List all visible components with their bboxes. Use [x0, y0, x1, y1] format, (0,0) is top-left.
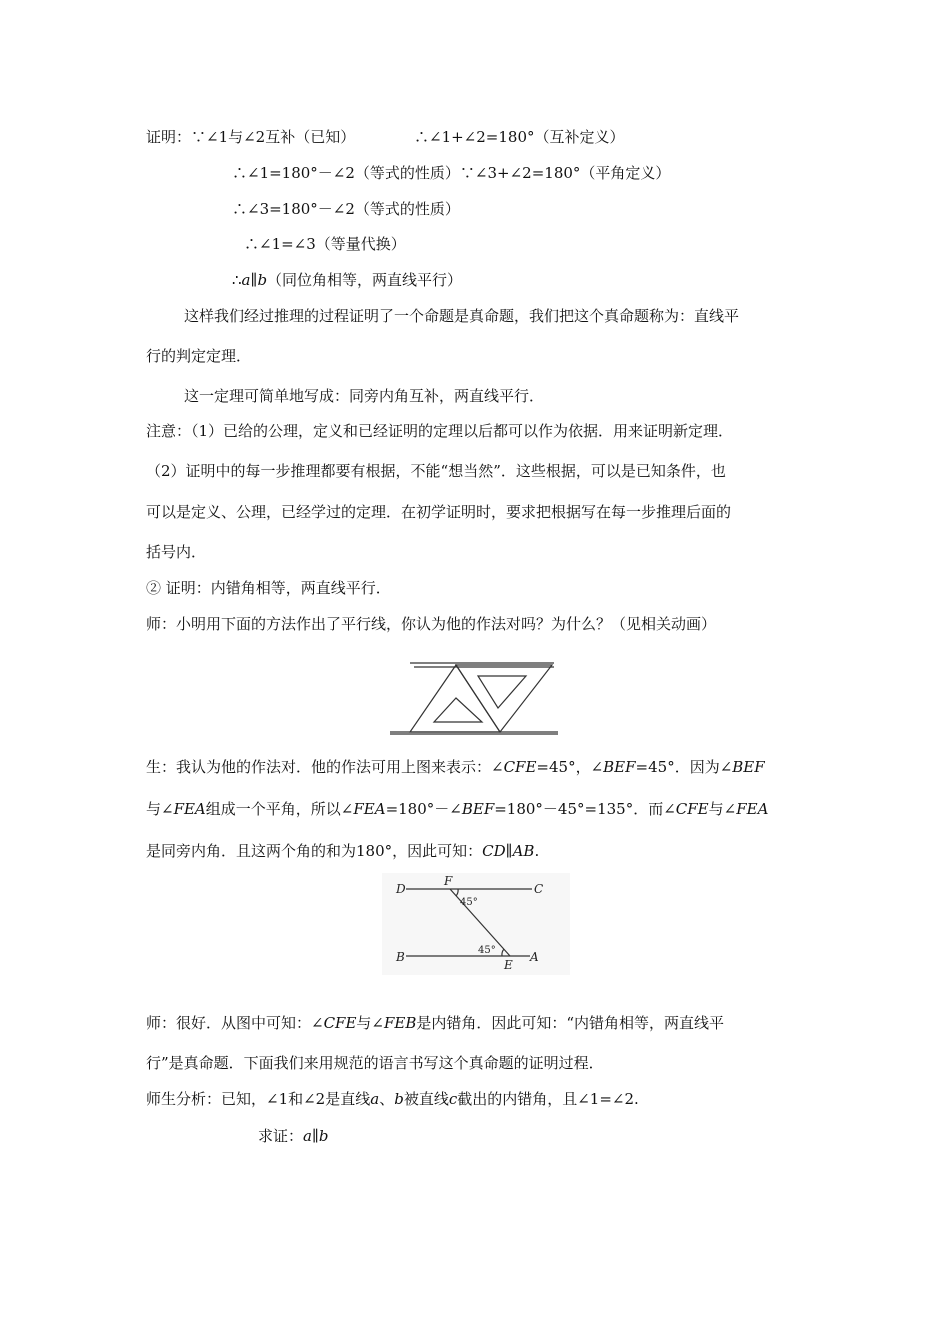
- para1-line-2: 行的判定定理．: [146, 347, 252, 365]
- angle-cfe-3: CFE: [323, 1014, 357, 1032]
- note-line-4: 括号内．: [146, 543, 207, 561]
- student-text-end: .: [534, 842, 540, 860]
- analysis-text-4: 截出的内错角，且∠1=∠2.: [457, 1090, 639, 1108]
- proof-line-5: [232, 270, 462, 290]
- angle-cfe: CFE: [503, 758, 537, 776]
- prove-line: [258, 1126, 329, 1146]
- set-square-lower-hole: [434, 698, 482, 722]
- set-square-upper-hole: [478, 676, 526, 708]
- reason: （同位角相等，两直线平行）: [267, 271, 463, 289]
- student-text-i: 是同旁内角．且这两个角的和为180°，因此可知：: [146, 842, 483, 860]
- proof-line-4: ∴∠1=∠3（等量代换）: [244, 235, 406, 253]
- analysis-text-3: 被直线: [403, 1090, 449, 1108]
- angle-fea-3: FEA: [736, 800, 769, 818]
- student-text-e: 组成一个平角，所以∠: [205, 800, 354, 818]
- angle-bef-2: BEF: [732, 758, 765, 776]
- angle-fea-2: FEA: [353, 800, 386, 818]
- student-line-3: [146, 841, 539, 861]
- angle-cfe-2: CFE: [675, 800, 709, 818]
- teacher2-text-c: 是内错角．因此可知：“内错角相等，两直线平: [416, 1014, 725, 1032]
- proof-line-2: ∴∠1=180°－∠2（等式的性质）∵∠3+∠2=180°（平角定义）: [232, 164, 671, 182]
- teacher2-text-b: 与∠: [356, 1014, 384, 1032]
- label-e: E: [504, 958, 513, 972]
- item-2: ② 证明：内错角相等，两直线平行．: [146, 579, 391, 597]
- teacher2-text-a: 师：很好．从图中可知：∠: [146, 1014, 324, 1032]
- therefore: ∴: [232, 271, 242, 289]
- analysis-text-2: 、: [379, 1090, 395, 1108]
- teacher2-line-1: [146, 1013, 724, 1033]
- student-text-b: =45°，∠: [536, 758, 604, 776]
- proof-line-3: ∴∠3=180°－∠2（等式的性质）: [232, 200, 460, 218]
- parallel-lines-figure: [382, 873, 570, 975]
- angle-bef-3: BEF: [461, 800, 495, 818]
- note-line-1: 注意：（1）已给的公理，定义和已经证明的定理以后都可以作为依据．用来证明新定理．: [146, 422, 734, 440]
- analysis-line: [146, 1089, 639, 1109]
- var-a: a: [241, 271, 251, 289]
- line-ab: AB: [512, 842, 535, 860]
- var-a-3: a: [303, 1127, 312, 1145]
- proof-line-1b: ∴∠1+∠2=180°（互补定义）: [414, 128, 625, 146]
- teacher-question: 师：小明用下面的方法作出了平行线，你认为他的作法对吗？为什么？（见相关动画）: [146, 615, 717, 633]
- angle-feb: FEB: [384, 1014, 417, 1032]
- prove-label: 求证：: [258, 1127, 304, 1145]
- line-cd: CD: [482, 842, 506, 860]
- student-text-d: 与∠: [146, 800, 174, 818]
- angle-bef: BEF: [603, 758, 636, 776]
- para2: 这一定理可简单地写成：同旁内角互补，两直线平行．: [184, 387, 545, 405]
- parallel-symbol: ∥: [250, 271, 258, 289]
- var-b-3: b: [318, 1127, 329, 1145]
- label-a: A: [530, 950, 539, 964]
- set-squares-image: [390, 648, 560, 738]
- parallel-symbol-2: ∥: [505, 842, 513, 860]
- parallel-symbol-3: ∥: [311, 1127, 319, 1145]
- angle-label-bottom: 45°: [478, 945, 496, 956]
- student-text-f: =180°－∠: [385, 800, 462, 818]
- label-c: C: [534, 882, 544, 896]
- student-line-1: [146, 757, 765, 777]
- para1-line-1: 这样我们经过推理的过程证明了一个命题是真命题，我们把这个真命题称为：直线平: [184, 307, 740, 325]
- var-b: b: [257, 271, 268, 289]
- student-text-c: =45°．因为∠: [635, 758, 733, 776]
- analysis-text-1: 师生分析：已知，∠1和∠2是直线: [146, 1090, 371, 1108]
- label-d: D: [396, 882, 406, 896]
- angle-fea: FEA: [173, 800, 206, 818]
- note-line-2: （2）证明中的每一步推理都要有根据，不能“想当然”．这些根据，可以是已知条件，也: [146, 462, 726, 480]
- student-line-2: [146, 799, 768, 819]
- angle-label-top: 45°: [460, 897, 478, 908]
- label-b: B: [396, 950, 405, 964]
- label-f: F: [444, 874, 453, 888]
- var-a-2: a: [370, 1090, 380, 1108]
- student-text-g: =180°－45°=135°．而∠: [494, 800, 676, 818]
- student-text-h: 与∠: [708, 800, 737, 818]
- proof-line-1a: 证明：∵∠1与∠2互补（已知）: [146, 128, 356, 146]
- teacher2-line-2: 行”是真命题．下面我们来用规范的语言书写这个真命题的证明过程．: [146, 1054, 604, 1072]
- var-c: c: [448, 1090, 458, 1108]
- note-line-3: 可以是定义、公理，已经学过的定理．在初学证明时，要求把根据写在每一步推理后面的: [146, 503, 732, 521]
- student-text-a: 生：我认为他的作法对．他的作法可用上图来表示：∠: [146, 758, 504, 776]
- var-b-2: b: [394, 1090, 404, 1108]
